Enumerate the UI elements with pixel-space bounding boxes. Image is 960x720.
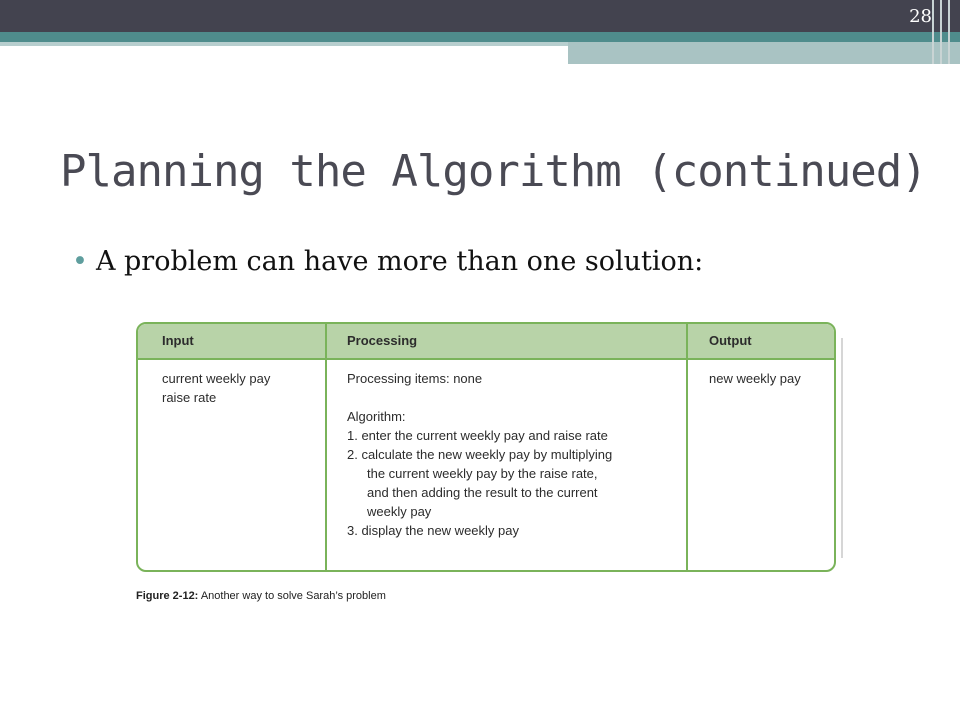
slide-number: 28: [909, 6, 932, 27]
algorithm-step-continued: and then adding the result to the current: [367, 485, 598, 500]
bullet-dot-icon: •: [72, 246, 88, 277]
header-output: Output: [709, 333, 752, 348]
column-divider: [325, 324, 327, 570]
caption-text: Another way to solve Sarah’s problem: [200, 590, 386, 602]
bullet-text: A problem can have more than one solution:: [95, 246, 704, 277]
header-divider: [932, 0, 934, 64]
caption-label: Figure 2-12:: [136, 590, 199, 602]
header-bar-thin: [0, 42, 568, 46]
figure-caption: [136, 590, 386, 602]
slide-title: Planning the Algorithm (continued): [60, 146, 927, 197]
header-divider: [940, 0, 942, 64]
ipo-table: [136, 322, 836, 572]
column-divider: [686, 324, 688, 570]
bullet-item: [72, 246, 703, 277]
header-divider: [948, 0, 950, 64]
input-item: raise rate: [162, 390, 217, 405]
header-input: Input: [162, 333, 194, 348]
processing-cell: [347, 369, 612, 540]
processing-items: Processing items: none: [347, 371, 483, 386]
algorithm-step-continued: weekly pay: [367, 504, 432, 519]
output-item: new weekly pay: [709, 371, 801, 386]
input-cell: [162, 369, 270, 407]
header-processing: Processing: [347, 333, 418, 348]
header-bar-light: [568, 42, 960, 64]
algorithm-step: 1. enter the current weekly pay and raise rate: [347, 428, 608, 443]
header-bar-dark: [0, 0, 960, 32]
algorithm-step: 2. calculate the new weekly pay by multiplying: [347, 447, 613, 462]
algorithm-step-continued: the current weekly pay by the raise rate,: [367, 466, 598, 481]
table-shadow: [841, 338, 843, 558]
header-bar-teal: [0, 32, 960, 42]
algorithm-step: 3. display the new weekly pay: [347, 523, 519, 538]
output-cell: [709, 369, 801, 388]
algorithm-label: Algorithm:: [347, 409, 406, 424]
input-item: current weekly pay: [162, 371, 271, 386]
